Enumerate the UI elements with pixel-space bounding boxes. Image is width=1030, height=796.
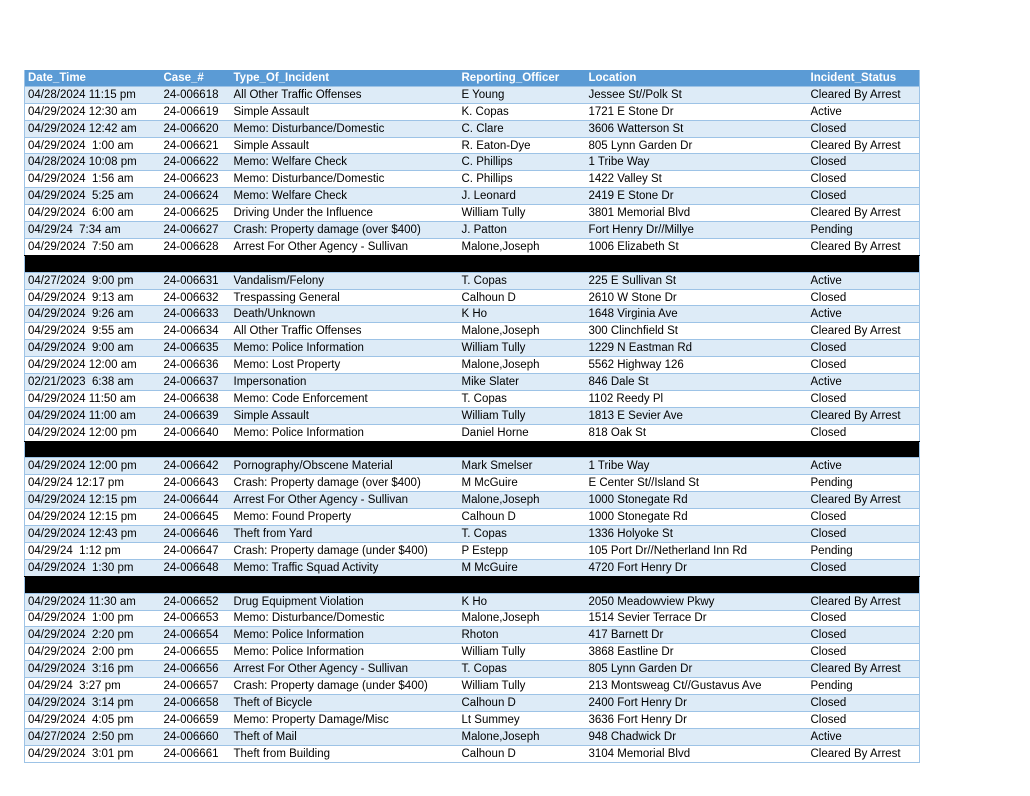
table-row (25, 323, 920, 340)
cell-type-of-incident: Simple Assault (231, 103, 459, 120)
cell-location: 5562 Highway 126 (586, 357, 808, 374)
cell-case-number: 24-006621 (161, 137, 231, 154)
cell-reporting-officer: K Ho (459, 306, 586, 323)
cell-type-of-incident: All Other Traffic Offenses (231, 323, 459, 340)
table-row (25, 542, 920, 559)
cell-type-of-incident: Memo: Police Information (231, 424, 459, 441)
table-row (25, 711, 920, 728)
cell-case-number: 24-006653 (161, 610, 231, 627)
cell-incident-status: Cleared By Arrest (808, 86, 920, 103)
table-row (25, 644, 920, 661)
cell-reporting-officer: Mark Smelser (459, 458, 586, 475)
cell-date-time: 04/29/2024 1:00 pm (25, 610, 161, 627)
cell-location: 1648 Virginia Ave (586, 306, 808, 323)
cell-incident-status: Pending (808, 678, 920, 695)
cell-date-time: 04/29/2024 11:50 am (25, 390, 161, 407)
cell-reporting-officer: Mike Slater (459, 374, 586, 391)
table-row (25, 374, 920, 391)
cell-case-number: 24-006643 (161, 475, 231, 492)
cell-incident-status: Active (808, 728, 920, 745)
cell-type-of-incident: Arrest For Other Agency - Sullivan (231, 238, 459, 255)
header-location: Location (586, 70, 808, 86)
cell-reporting-officer: M McGuire (459, 475, 586, 492)
cell-location: 805 Lynn Garden Dr (586, 661, 808, 678)
cell-reporting-officer: William Tully (459, 678, 586, 695)
cell-case-number: 24-006620 (161, 120, 231, 137)
table-row (25, 627, 920, 644)
cell-incident-status: Active (808, 458, 920, 475)
cell-date-time: 04/27/2024 9:00 pm (25, 272, 161, 289)
cell-location: 1102 Reedy Pl (586, 390, 808, 407)
cell-location: 2050 Meadowview Pkwy (586, 593, 808, 610)
cell-date-time: 04/29/2024 1:00 am (25, 137, 161, 154)
cell-incident-status: Cleared By Arrest (808, 238, 920, 255)
cell-type-of-incident: Memo: Police Information (231, 627, 459, 644)
cell-type-of-incident: Death/Unknown (231, 306, 459, 323)
cell-incident-status: Closed (808, 610, 920, 627)
cell-date-time: 04/29/2024 6:00 am (25, 205, 161, 222)
cell-incident-status: Cleared By Arrest (808, 407, 920, 424)
cell-location: 4720 Fort Henry Dr (586, 559, 808, 576)
cell-reporting-officer: J. Patton (459, 222, 586, 239)
cell-case-number: 24-006628 (161, 238, 231, 255)
table-body (25, 86, 920, 762)
cell-location: Fort Henry Dr//Millye (586, 222, 808, 239)
cell-location: 2400 Fort Henry Dr (586, 694, 808, 711)
cell-case-number: 24-006655 (161, 644, 231, 661)
cell-case-number: 24-006618 (161, 86, 231, 103)
cell-reporting-officer: Lt Summey (459, 711, 586, 728)
table-row (25, 492, 920, 509)
cell-type-of-incident: Vandalism/Felony (231, 272, 459, 289)
header-type-of-incident: Type_Of_Incident (231, 70, 459, 86)
cell-case-number: 24-006624 (161, 188, 231, 205)
cell-type-of-incident: Memo: Lost Property (231, 357, 459, 374)
cell-type-of-incident: Memo: Property Damage/Misc (231, 711, 459, 728)
cell-date-time: 04/29/2024 1:56 am (25, 171, 161, 188)
cell-incident-status: Closed (808, 357, 920, 374)
cell-incident-status: Closed (808, 289, 920, 306)
table-row (25, 86, 920, 103)
table-row (25, 238, 920, 255)
cell-incident-status: Cleared By Arrest (808, 323, 920, 340)
cell-type-of-incident: Memo: Welfare Check (231, 188, 459, 205)
cell-type-of-incident: Memo: Traffic Squad Activity (231, 559, 459, 576)
cell-date-time: 04/29/2024 5:25 am (25, 188, 161, 205)
cell-location: 1 Tribe Way (586, 458, 808, 475)
cell-type-of-incident: Crash: Property damage (under $400) (231, 542, 459, 559)
cell-date-time: 02/21/2023 6:38 am (25, 374, 161, 391)
cell-reporting-officer: M McGuire (459, 559, 586, 576)
cell-case-number: 24-006633 (161, 306, 231, 323)
table-row (25, 289, 920, 306)
cell-case-number: 24-006637 (161, 374, 231, 391)
cell-incident-status: Closed (808, 694, 920, 711)
cell-case-number: 24-006644 (161, 492, 231, 509)
cell-case-number: 24-006646 (161, 526, 231, 543)
table-row (25, 340, 920, 357)
cell-type-of-incident: Theft of Bicycle (231, 694, 459, 711)
cell-date-time: 04/29/2024 3:14 pm (25, 694, 161, 711)
cell-incident-status: Closed (808, 188, 920, 205)
cell-reporting-officer: T. Copas (459, 390, 586, 407)
cell-date-time: 04/29/2024 12:43 pm (25, 526, 161, 543)
table-row (25, 188, 920, 205)
header-incident-status: Incident_Status (808, 70, 920, 86)
cell-reporting-officer: K. Copas (459, 103, 586, 120)
cell-case-number: 24-006661 (161, 745, 231, 762)
cell-type-of-incident: Trespassing General (231, 289, 459, 306)
cell-type-of-incident: Crash: Property damage (over $400) (231, 222, 459, 239)
cell-date-time: 04/28/2024 11:15 pm (25, 86, 161, 103)
cell-type-of-incident: Memo: Welfare Check (231, 154, 459, 171)
cell-incident-status: Cleared By Arrest (808, 593, 920, 610)
cell-location: 3801 Memorial Blvd (586, 205, 808, 222)
table-row (25, 103, 920, 120)
cell-date-time: 04/29/24 1:12 pm (25, 542, 161, 559)
table-row (25, 593, 920, 610)
cell-reporting-officer: Malone,Joseph (459, 728, 586, 745)
cell-location: 1721 E Stone Dr (586, 103, 808, 120)
cell-case-number: 24-006625 (161, 205, 231, 222)
table-row (25, 306, 920, 323)
cell-type-of-incident: Arrest For Other Agency - Sullivan (231, 661, 459, 678)
cell-case-number: 24-006638 (161, 390, 231, 407)
cell-date-time: 04/29/2024 3:16 pm (25, 661, 161, 678)
cell-date-time: 04/29/2024 4:05 pm (25, 711, 161, 728)
cell-case-number: 24-006631 (161, 272, 231, 289)
cell-incident-status: Active (808, 374, 920, 391)
cell-incident-status: Active (808, 103, 920, 120)
cell-reporting-officer: Malone,Joseph (459, 323, 586, 340)
table-row (25, 154, 920, 171)
cell-case-number: 24-006635 (161, 340, 231, 357)
table-row (25, 357, 920, 374)
cell-date-time: 04/29/2024 9:26 am (25, 306, 161, 323)
cell-reporting-officer: T. Copas (459, 526, 586, 543)
cell-location: 3636 Fort Henry Dr (586, 711, 808, 728)
cell-case-number: 24-006657 (161, 678, 231, 695)
cell-location: 818 Oak St (586, 424, 808, 441)
cell-case-number: 24-006648 (161, 559, 231, 576)
cell-incident-status: Pending (808, 475, 920, 492)
table-row (25, 526, 920, 543)
cell-case-number: 24-006658 (161, 694, 231, 711)
cell-location: 1000 Stonegate Rd (586, 509, 808, 526)
table-row (25, 120, 920, 137)
cell-case-number: 24-006619 (161, 103, 231, 120)
cell-case-number: 24-006622 (161, 154, 231, 171)
cell-location: 2419 E Stone Dr (586, 188, 808, 205)
separator-cell (25, 441, 920, 458)
cell-type-of-incident: Theft from Yard (231, 526, 459, 543)
cell-date-time: 04/29/2024 11:30 am (25, 593, 161, 610)
cell-incident-status: Closed (808, 154, 920, 171)
cell-incident-status: Pending (808, 222, 920, 239)
cell-reporting-officer: T. Copas (459, 272, 586, 289)
cell-type-of-incident: Memo: Disturbance/Domestic (231, 120, 459, 137)
header-date-time: Date_Time (25, 70, 161, 86)
cell-type-of-incident: Memo: Code Enforcement (231, 390, 459, 407)
separator-cell (25, 576, 920, 593)
cell-case-number: 24-006659 (161, 711, 231, 728)
table-row (25, 137, 920, 154)
table-row (25, 728, 920, 745)
cell-reporting-officer: Calhoun D (459, 509, 586, 526)
cell-location: 805 Lynn Garden Dr (586, 137, 808, 154)
cell-location: 1229 N Eastman Rd (586, 340, 808, 357)
cell-reporting-officer: C. Clare (459, 120, 586, 137)
cell-type-of-incident: Simple Assault (231, 407, 459, 424)
cell-location: 1813 E Sevier Ave (586, 407, 808, 424)
table-row (25, 745, 920, 762)
cell-date-time: 04/29/2024 2:00 pm (25, 644, 161, 661)
table-row (25, 407, 920, 424)
cell-date-time: 04/29/2024 12:30 am (25, 103, 161, 120)
cell-date-time: 04/29/24 7:34 am (25, 222, 161, 239)
header-row (25, 70, 920, 86)
cell-reporting-officer: William Tully (459, 340, 586, 357)
table-row (25, 205, 920, 222)
cell-type-of-incident: Driving Under the Influence (231, 205, 459, 222)
cell-type-of-incident: Crash: Property damage (under $400) (231, 678, 459, 695)
cell-type-of-incident: All Other Traffic Offenses (231, 86, 459, 103)
cell-case-number: 24-006660 (161, 728, 231, 745)
cell-case-number: 24-006632 (161, 289, 231, 306)
cell-type-of-incident: Crash: Property damage (over $400) (231, 475, 459, 492)
cell-date-time: 04/29/24 12:17 pm (25, 475, 161, 492)
cell-type-of-incident: Memo: Police Information (231, 644, 459, 661)
cell-incident-status: Cleared By Arrest (808, 205, 920, 222)
cell-incident-status: Closed (808, 120, 920, 137)
table-row (25, 272, 920, 289)
cell-reporting-officer: E Young (459, 86, 586, 103)
cell-incident-status: Cleared By Arrest (808, 137, 920, 154)
cell-date-time: 04/29/2024 9:13 am (25, 289, 161, 306)
cell-date-time: 04/29/2024 7:50 am (25, 238, 161, 255)
cell-reporting-officer: Calhoun D (459, 289, 586, 306)
cell-location: 3104 Memorial Blvd (586, 745, 808, 762)
cell-reporting-officer: Calhoun D (459, 745, 586, 762)
cell-location: 417 Barnett Dr (586, 627, 808, 644)
cell-location: 1006 Elizabeth St (586, 238, 808, 255)
cell-location: 948 Chadwick Dr (586, 728, 808, 745)
cell-type-of-incident: Simple Assault (231, 137, 459, 154)
cell-date-time: 04/29/2024 12:00 pm (25, 424, 161, 441)
cell-location: 225 E Sullivan St (586, 272, 808, 289)
incident-table (24, 70, 920, 763)
table-row (25, 171, 920, 188)
table-row (25, 694, 920, 711)
cell-reporting-officer: C. Phillips (459, 154, 586, 171)
cell-reporting-officer: William Tully (459, 407, 586, 424)
cell-date-time: 04/29/2024 3:01 pm (25, 745, 161, 762)
cell-location: 300 Clinchfield St (586, 323, 808, 340)
cell-case-number: 24-006652 (161, 593, 231, 610)
table-row (25, 559, 920, 576)
cell-date-time: 04/29/2024 1:30 pm (25, 559, 161, 576)
cell-location: 1422 Valley St (586, 171, 808, 188)
table-row (25, 610, 920, 627)
cell-incident-status: Pending (808, 542, 920, 559)
cell-location: 105 Port Dr//Netherland Inn Rd (586, 542, 808, 559)
cell-type-of-incident: Memo: Police Information (231, 340, 459, 357)
cell-case-number: 24-006647 (161, 542, 231, 559)
cell-date-time: 04/27/2024 2:50 pm (25, 728, 161, 745)
table-row (25, 222, 920, 239)
table-header (25, 70, 920, 86)
cell-incident-status: Closed (808, 644, 920, 661)
cell-type-of-incident: Pornography/Obscene Material (231, 458, 459, 475)
cell-date-time: 04/29/2024 2:20 pm (25, 627, 161, 644)
cell-type-of-incident: Arrest For Other Agency - Sullivan (231, 492, 459, 509)
cell-reporting-officer: Daniel Horne (459, 424, 586, 441)
cell-case-number: 24-006634 (161, 323, 231, 340)
cell-location: 3868 Eastline Dr (586, 644, 808, 661)
cell-reporting-officer: J. Leonard (459, 188, 586, 205)
cell-reporting-officer: C. Phillips (459, 171, 586, 188)
cell-reporting-officer: Calhoun D (459, 694, 586, 711)
cell-location: E Center St//Island St (586, 475, 808, 492)
cell-reporting-officer: P Estepp (459, 542, 586, 559)
cell-type-of-incident: Drug Equipment Violation (231, 593, 459, 610)
cell-case-number: 24-006642 (161, 458, 231, 475)
cell-location: 3606 Watterson St (586, 120, 808, 137)
cell-incident-status: Closed (808, 509, 920, 526)
cell-location: 1000 Stonegate Rd (586, 492, 808, 509)
table-row (25, 661, 920, 678)
table-row (25, 424, 920, 441)
cell-reporting-officer: Malone,Joseph (459, 238, 586, 255)
cell-location: 1514 Sevier Terrace Dr (586, 610, 808, 627)
cell-case-number: 24-006639 (161, 407, 231, 424)
cell-incident-status: Cleared By Arrest (808, 745, 920, 762)
cell-incident-status: Active (808, 306, 920, 323)
cell-date-time: 04/29/2024 11:00 am (25, 407, 161, 424)
cell-reporting-officer: T. Copas (459, 661, 586, 678)
separator-row (25, 441, 920, 458)
cell-incident-status: Closed (808, 424, 920, 441)
cell-type-of-incident: Memo: Disturbance/Domestic (231, 610, 459, 627)
cell-date-time: 04/29/2024 12:15 pm (25, 509, 161, 526)
cell-location: 2610 W Stone Dr (586, 289, 808, 306)
cell-date-time: 04/29/2024 12:00 am (25, 357, 161, 374)
cell-incident-status: Cleared By Arrest (808, 661, 920, 678)
header-case-number: Case_# (161, 70, 231, 86)
cell-incident-status: Closed (808, 390, 920, 407)
cell-incident-status: Closed (808, 559, 920, 576)
cell-incident-status: Closed (808, 711, 920, 728)
cell-case-number: 24-006640 (161, 424, 231, 441)
cell-location: 1336 Holyoke St (586, 526, 808, 543)
separator-row (25, 576, 920, 593)
cell-date-time: 04/29/2024 9:00 am (25, 340, 161, 357)
cell-reporting-officer: Malone,Joseph (459, 492, 586, 509)
table-row (25, 509, 920, 526)
cell-incident-status: Closed (808, 340, 920, 357)
table-row (25, 678, 920, 695)
cell-date-time: 04/29/24 3:27 pm (25, 678, 161, 695)
cell-incident-status: Active (808, 272, 920, 289)
cell-reporting-officer: Malone,Joseph (459, 610, 586, 627)
cell-type-of-incident: Impersonation (231, 374, 459, 391)
cell-type-of-incident: Theft from Building (231, 745, 459, 762)
cell-case-number: 24-006636 (161, 357, 231, 374)
cell-reporting-officer: Rhoton (459, 627, 586, 644)
cell-date-time: 04/29/2024 9:55 am (25, 323, 161, 340)
cell-location: 1 Tribe Way (586, 154, 808, 171)
cell-incident-status: Closed (808, 171, 920, 188)
cell-date-time: 04/29/2024 12:15 pm (25, 492, 161, 509)
cell-type-of-incident: Memo: Disturbance/Domestic (231, 171, 459, 188)
cell-date-time: 04/28/2024 10:08 pm (25, 154, 161, 171)
cell-type-of-incident: Memo: Found Property (231, 509, 459, 526)
table-row (25, 475, 920, 492)
cell-type-of-incident: Theft of Mail (231, 728, 459, 745)
cell-location: 846 Dale St (586, 374, 808, 391)
cell-incident-status: Closed (808, 627, 920, 644)
cell-case-number: 24-006645 (161, 509, 231, 526)
cell-reporting-officer: Malone,Joseph (459, 357, 586, 374)
cell-incident-status: Cleared By Arrest (808, 492, 920, 509)
cell-case-number: 24-006627 (161, 222, 231, 239)
separator-cell (25, 255, 920, 272)
cell-reporting-officer: R. Eaton-Dye (459, 137, 586, 154)
cell-reporting-officer: K Ho (459, 593, 586, 610)
header-reporting-officer: Reporting_Officer (459, 70, 586, 86)
cell-case-number: 24-006656 (161, 661, 231, 678)
cell-case-number: 24-006654 (161, 627, 231, 644)
table-row (25, 390, 920, 407)
cell-case-number: 24-006623 (161, 171, 231, 188)
cell-incident-status: Closed (808, 526, 920, 543)
cell-location: Jessee St//Polk St (586, 86, 808, 103)
cell-location: 213 Montsweag Ct//Gustavus Ave (586, 678, 808, 695)
separator-row (25, 255, 920, 272)
cell-reporting-officer: William Tully (459, 644, 586, 661)
cell-date-time: 04/29/2024 12:42 am (25, 120, 161, 137)
table-row (25, 458, 920, 475)
cell-date-time: 04/29/2024 12:00 pm (25, 458, 161, 475)
cell-reporting-officer: William Tully (459, 205, 586, 222)
